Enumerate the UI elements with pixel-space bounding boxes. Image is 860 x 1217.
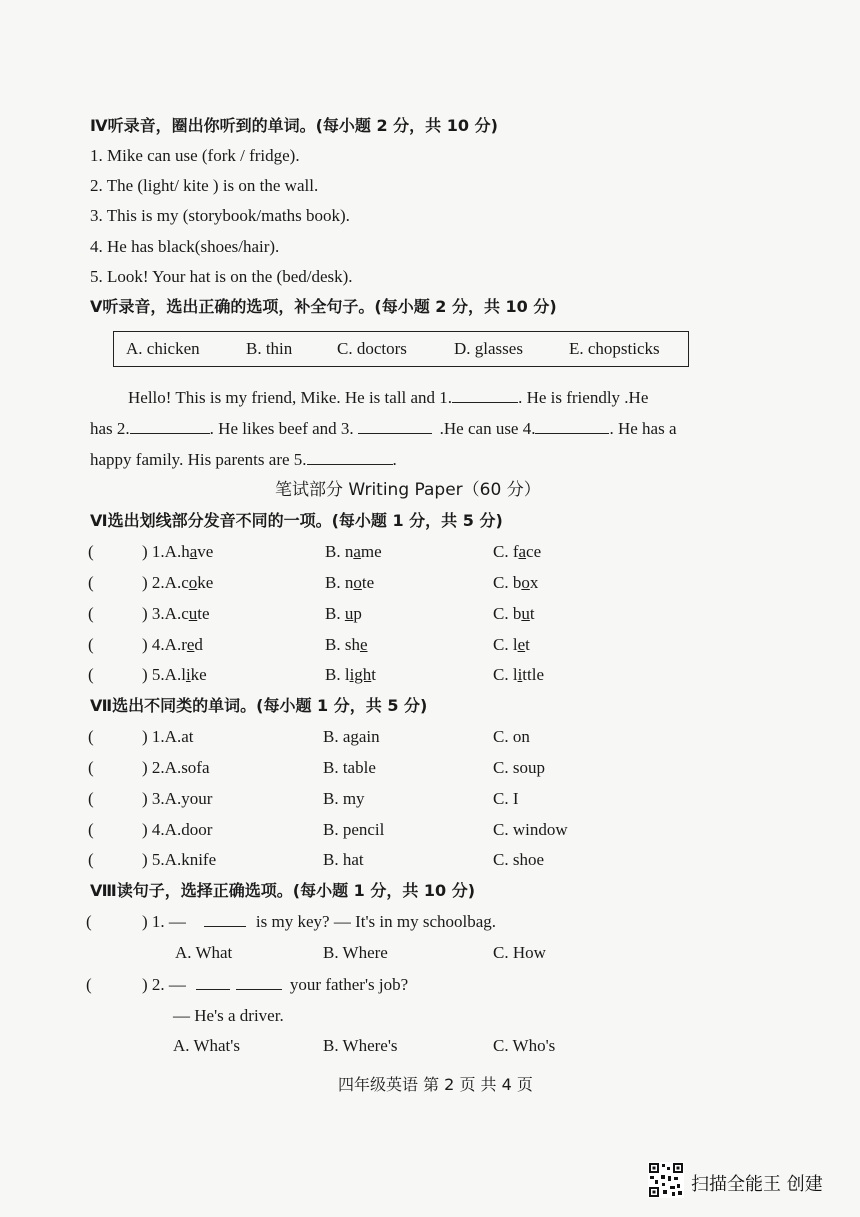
underlined-letters: i (185, 665, 191, 684)
s6-option-a (142, 634, 203, 656)
s6-option-b (325, 634, 368, 656)
answer-paren[interactable]: ( (88, 573, 94, 592)
text: d (194, 635, 203, 654)
s7-option-a: ) 5.A.knife (142, 850, 217, 869)
q2-option-c: C. Who's (493, 1036, 556, 1055)
s8-question-2: ) 2. — your father's job? (142, 975, 409, 994)
q2-answer: — He's a driver. (173, 1006, 284, 1025)
s7-option-c: C. I (493, 789, 519, 808)
text: x (529, 573, 539, 592)
s6-option-b (325, 541, 382, 563)
section-7-title: Ⅶ选出不同类的单词。(每小题 1 分，共 5 分) (90, 696, 428, 715)
text: C. b (493, 604, 522, 623)
q2-blank-2[interactable] (236, 975, 282, 990)
s4-item-2: 2. The (light/ kite ) is on the wall. (90, 176, 319, 195)
s6-option-a (142, 541, 213, 563)
s4-item-1: 1. Mike can use (fork / fridge). (90, 146, 300, 165)
underlined-letters: e (359, 635, 368, 654)
blank-5[interactable] (307, 450, 393, 465)
underlined-letters: i (517, 665, 523, 684)
passage-line-3: happy family. His parents are 5. . (90, 450, 397, 469)
s7-option-c: C. window (493, 820, 568, 839)
underlined-letters: e (517, 635, 526, 654)
s7-option-a: ) 4.A.door (142, 820, 213, 839)
text: te (197, 604, 210, 623)
s6-option-b (325, 603, 362, 625)
s7-option-a: ) 1.A.at (142, 727, 194, 746)
text: me (360, 542, 382, 561)
text: c (181, 573, 189, 592)
underlined-letters: o (188, 573, 198, 592)
s6-option-b (325, 664, 376, 686)
blank-4[interactable] (535, 419, 609, 434)
passage-line-1: Hello! This is my friend, Mike. He is tall and 1. . He is friendly .He (128, 388, 649, 407)
s7-option-b: B. my (323, 789, 365, 808)
q1-option-c: C. How (493, 943, 546, 962)
text: C. l (493, 635, 518, 654)
text: ttle (522, 665, 545, 684)
answer-paren[interactable]: ( (88, 635, 94, 654)
text: p (353, 604, 362, 623)
q2-blank-1[interactable] (196, 975, 230, 990)
answer-paren[interactable]: ( (88, 820, 94, 839)
text: ve (197, 542, 214, 561)
option-b: B. thin (246, 339, 293, 358)
s6-option-c (493, 572, 538, 594)
text: C. f (493, 542, 519, 561)
q1-option-b: B. Where (323, 943, 388, 962)
text: C. l (493, 665, 518, 684)
s7-option-c: C. on (493, 727, 530, 746)
s6-option-a (142, 603, 210, 625)
option-c: C. doctors (337, 339, 407, 358)
text: B. (325, 604, 345, 623)
underlined-letters: u (344, 604, 354, 623)
s7-option-b: B. table (323, 758, 376, 777)
text: l (181, 665, 186, 684)
q2-option-a: A. What's (173, 1036, 240, 1055)
answer-paren[interactable]: ( (88, 850, 94, 869)
q2-option-b: B. Where's (323, 1036, 398, 1055)
underlined-letters: igh (349, 665, 372, 684)
blank-2[interactable] (130, 419, 210, 434)
text: ke (197, 573, 214, 592)
s6-option-b (325, 572, 374, 594)
text: r (181, 635, 187, 654)
underlined-letters: e (186, 635, 195, 654)
option-e: E. chopsticks (569, 339, 660, 358)
underlined-letters: o (521, 573, 530, 592)
text: ) 4.A. (142, 635, 182, 654)
underlined-letters: a (518, 542, 527, 561)
s7-option-b: B. again (323, 727, 380, 746)
blank-1[interactable] (452, 388, 518, 403)
text: t (525, 635, 530, 654)
word-options-box (113, 331, 689, 367)
answer-paren[interactable]: ( (88, 727, 94, 746)
s7-option-a: ) 3.A.your (142, 789, 213, 808)
option-d: D. glasses (454, 339, 523, 358)
text: ) 3.A. (142, 604, 182, 623)
underlined-letters: a (353, 542, 361, 561)
q1-option-a: A. What (175, 943, 233, 962)
answer-paren[interactable]: ( (88, 758, 94, 777)
text: h (181, 542, 190, 561)
page-footer: 四年级英语 第 2 页 共 4 页 (338, 1075, 533, 1094)
underlined-letters: u (521, 604, 530, 623)
text: t (371, 665, 377, 684)
answer-paren[interactable]: ( (88, 665, 94, 684)
text: c (181, 604, 189, 623)
text: B. n (325, 542, 354, 561)
s6-option-c (493, 541, 541, 563)
s6-option-c (493, 634, 530, 656)
text: C. b (493, 573, 522, 592)
s6-option-a (142, 664, 207, 686)
s4-item-3: 3. This is my (storybook/maths book). (90, 206, 350, 225)
text: ) 1.A. (142, 542, 182, 561)
s4-item-4: 4. He has black(shoes/hair). (90, 237, 280, 256)
s6-option-c (493, 603, 535, 625)
section-8-title: Ⅷ读句子，选择正确选项。(每小题 1 分，共 10 分) (90, 881, 476, 900)
answer-paren[interactable]: ( (86, 975, 92, 994)
underlined-letters: o (353, 573, 362, 592)
answer-paren[interactable]: ( (86, 912, 92, 931)
s6-option-c (493, 664, 544, 686)
q1-blank[interactable] (204, 912, 246, 927)
section-4-title: Ⅳ听录音，圈出你听到的单词。(每小题 2 分，共 10 分) (90, 116, 498, 135)
text: ke (190, 665, 207, 684)
s7-option-c: C. shoe (493, 850, 544, 869)
text: te (361, 573, 375, 592)
underlined-letters: u (188, 604, 198, 623)
underlined-letters: a (189, 542, 198, 561)
s4-item-5: 5. Look! Your hat is on the (bed/desk). (90, 267, 353, 286)
s7-option-c: C. soup (493, 758, 545, 777)
answer-paren[interactable]: ( (88, 604, 94, 623)
text: t (529, 604, 535, 623)
text: B. n (325, 573, 354, 592)
writing-paper-title: 笔试部分 Writing Paper（60 分） (275, 480, 541, 500)
text: ) 5.A. (142, 665, 182, 684)
blank-3[interactable] (358, 419, 432, 434)
s8-question-1: ) 1. — is my key? — It's in my schoolbag. (142, 912, 497, 931)
answer-paren[interactable]: ( (88, 542, 94, 561)
text: ce (526, 542, 542, 561)
scanner-brand: 扫描全能王 创建 (691, 1174, 823, 1195)
section-6-title: Ⅵ选出划线部分发音不同的一项。(每小题 1 分，共 5 分) (90, 511, 503, 530)
option-a: A. chicken (126, 339, 200, 358)
qr-code-icon (648, 1162, 684, 1198)
text: B. l (325, 665, 350, 684)
section-5-title: Ⅴ听录音，选出正确的选项，补全句子。(每小题 2 分，共 10 分) (90, 297, 557, 316)
s7-option-a: ) 2.A.sofa (142, 758, 210, 777)
text: ) 2.A. (142, 573, 182, 592)
s6-option-a (142, 572, 213, 594)
s7-option-b: B. pencil (323, 820, 385, 839)
s7-option-b: B. hat (323, 850, 364, 869)
passage-line-2: has 2. . He likes beef and 3. .He can use 4. . He has a (90, 419, 677, 438)
text: B. sh (325, 635, 360, 654)
answer-paren[interactable]: ( (88, 789, 94, 808)
